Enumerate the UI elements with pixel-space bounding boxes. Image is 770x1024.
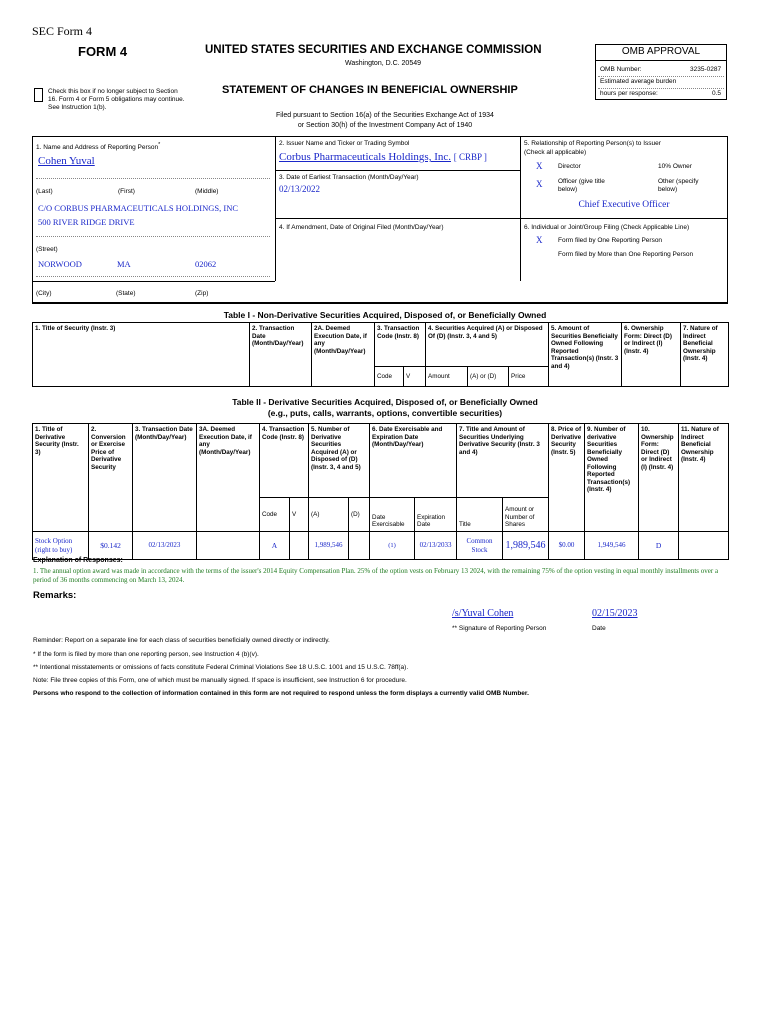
row-date-exercisable (370, 532, 415, 560)
t1-col2-header: 2. Transaction Date (Month/Day/Year) (250, 323, 312, 387)
agency-title: UNITED STATES SECURITIES AND EXCHANGE COMMISSION (205, 44, 542, 56)
t2-col11-header: 11. Nature of Indirect Beneficial Ownership (Instr. 4) (679, 424, 729, 532)
state-value: MA (117, 259, 131, 269)
t2-sub-code: Code (260, 498, 290, 532)
omb-number-value: 3235-0287 (690, 66, 722, 73)
row-ownership-form: D (639, 532, 679, 560)
filed-pursuant-2: or Section 30(h) of the Investment Company Act of 1940 (297, 122, 473, 129)
explanation-text: 1. The annual option award was made in accordance with the terms of the issuer's 2014 Equity Compensation Plan. 25% of the option vests on February 13 2024, with the remaining 75% of the option vesting in equal monthly installments over a period of 36 months commencing on March 13, 2024. (33, 567, 719, 585)
box3-label: 3. Date of Earliest Transaction (Month/Day/Year) (279, 174, 419, 181)
first-label: (First) (118, 188, 135, 195)
t1-sub-price: Price (509, 367, 549, 387)
page-label: SEC Form 4 (32, 24, 93, 38)
ten-pct-owner-label: 10% Owner (658, 163, 692, 170)
reminder-note: Reminder: Report on a separate line for each class of securities beneficially owned directly or indirectly. (33, 637, 330, 644)
reporting-person-name[interactable]: Cohen Yuval (38, 155, 95, 167)
last-label: (Last) (36, 188, 53, 195)
note-copies: Note: File three copies of this Form, one of which must be manually signed. If space is insufficient, see Instruction 6 for procedure. (33, 677, 407, 684)
table2-title-1: Table II - Derivative Securities Acquired, Disposed of, or Beneficially Owned (232, 397, 538, 407)
section16-text: Check this box if no longer subject to Section 16. Form 4 or Form 5 obligations may continue. See Instruction 1(b). (48, 88, 185, 112)
t2-sub-v: V (290, 498, 309, 532)
address-line1: C/O CORBUS PHARMACEUTICALS HOLDINGS, INC (38, 203, 239, 213)
remarks-label: Remarks: (33, 590, 77, 601)
box5-sublabel: (Check all applicable) (524, 149, 587, 156)
box6-label: 6. Individual or Joint/Group Filing (Check Applicable Line) (524, 224, 690, 231)
zip-label: (Zip) (195, 290, 209, 297)
t2-sub-exp: Expiration Date (415, 498, 457, 532)
street-label: (Street) (36, 246, 58, 253)
note-multiple-persons: * If the form is filed by more than one reporting person, see Instruction 4 (b)(v). (33, 651, 259, 658)
one-person-mark[interactable]: X (536, 235, 543, 245)
row-title: Stock Option (right to buy) (33, 532, 89, 560)
issuer-name-link[interactable]: Corbus Pharmaceuticals Holdings, Inc. (279, 151, 451, 163)
t1-col1-header: 1. Title of Security (Instr. 3) (33, 323, 250, 387)
table2-title-2: (e.g., puts, calls, warrants, options, convertible securities) (267, 408, 503, 418)
t2-col4-header: 4. Transaction Code (Instr. 8) (260, 424, 309, 498)
note-omb: Persons who respond to the collection of information contained in this form are not required to respond unless the form displays a currently valid OMB Number. (33, 690, 529, 697)
address-line2: 500 RIVER RIDGE DRIVE (38, 217, 135, 227)
state-label: (State) (116, 290, 136, 297)
middle-label: (Middle) (195, 188, 219, 195)
row-deemed-date (197, 532, 260, 560)
section16-checkbox[interactable] (34, 88, 43, 102)
row-deriv-price: $0.00 (549, 532, 585, 560)
t2-col1-header: 1. Title of Derivative Security (Instr. 3) (33, 424, 89, 532)
row-transaction-date: 02/13/2023 (133, 532, 197, 560)
t1-sub-amount: Amount (426, 367, 468, 387)
t2-sub-a: (A) (309, 498, 349, 532)
t2-col3a-header: 3A. Deemed Execution Date, if any (Month/Day/Year) (197, 424, 260, 532)
row-nature (679, 532, 729, 560)
table1 (32, 322, 729, 387)
row-owned: 1,949,546 (585, 532, 639, 560)
row-underlying-title: Common Stock (457, 532, 503, 560)
row-code: A (260, 532, 290, 560)
t1-sub-v: V (404, 367, 426, 387)
t2-sub-d: (D) (349, 498, 370, 532)
form-title: FORM 4 (78, 44, 128, 59)
officer-mark[interactable]: X (536, 179, 543, 189)
omb-title: OMB APPROVAL (621, 46, 701, 57)
t1-col7-header: 7. Nature of Indirect Beneficial Ownership (Instr. 4) (681, 323, 729, 387)
zip-value: 02062 (195, 259, 217, 269)
t1-col5-header: 5. Amount of Securities Beneficially Owned Following Reported Transaction(s) (Instr. 3 and 4) (549, 323, 622, 387)
ticker: [ CRBP ] (453, 152, 487, 162)
box4-label: 4. If Amendment, Date of Original Filed (Month/Day/Year) (279, 224, 444, 231)
earliest-transaction-date: 02/13/2022 (279, 184, 321, 194)
table2 (32, 423, 729, 560)
more-person-label: Form filed by More than One Reporting Person (558, 251, 694, 258)
row-v (290, 532, 309, 560)
t2-col6-header: 6. Date Exercisable and Expiration Date (Month/Day/Year) (370, 424, 457, 498)
explanation-label: Explanation of Responses: (33, 557, 123, 564)
signature: /s/Yuval Cohen (452, 608, 514, 619)
t2-sub-title: Title (457, 498, 503, 532)
t1-col4-header: 4. Securities Acquired (A) or Disposed Of (D) (Instr. 3, 4 and 5) (426, 323, 549, 367)
signature-label: ** Signature of Reporting Person (452, 625, 547, 632)
t1-sub-aord: (A) or (D) (468, 367, 509, 387)
t2-col3-header: 3. Transaction Date (Month/Day/Year) (133, 424, 197, 532)
omb-number-label: OMB Number: (600, 66, 642, 73)
box2-label: 2. Issuer Name and Ticker or Trading Symbol (279, 140, 410, 147)
table-row (33, 532, 729, 560)
t2-col7-header: 7. Title and Amount of Securities Underlying Derivative Security (Instr. 3 and 4) (457, 424, 549, 498)
t2-col2-header: 2. Conversion or Exercise Price of Derivative Security (89, 424, 133, 532)
row-acquired: 1,989,546 (309, 532, 349, 560)
omb-hours-label: hours per response: (600, 90, 658, 97)
t1-col3-header: 3. Transaction Code (Instr. 8) (375, 323, 426, 367)
omb-hours-value: 0.5 (712, 90, 722, 97)
t1-col2a-header: 2A. Deemed Execution Date, if any (Month/Day/Year) (312, 323, 375, 387)
one-person-label: Form filed by One Reporting Person (558, 237, 663, 244)
t2-col5-header: 5. Number of Derivative Securities Acquired (A) or Disposed of (D) (Instr. 3, 4 and 5) (309, 424, 370, 498)
statement-title: STATEMENT OF CHANGES IN BENEFICIAL OWNERSHIP (222, 84, 518, 96)
note-violations: ** Intentional misstatements or omissions of facts constitute Federal Criminal Violations See 18 U.S.C. 1001 and 15 U.S.C. 78ff(a). (33, 664, 409, 671)
t2-sub-amount: Amount or Number of Shares (503, 498, 549, 532)
footnote-ref[interactable]: (1) (388, 541, 396, 549)
box1-label: 1. Name and Address of Reporting Person* (36, 142, 161, 152)
box5-label: 5. Relationship of Reporting Person(s) to Issuer (524, 140, 661, 147)
t2-col9-header: 9. Number of derivative Securities Beneficially Owned Following Reported Transaction(s) (Instr. 4) (585, 424, 639, 532)
filed-pursuant-1: Filed pursuant to Section 16(a) of the Securities Exchange Act of 1934 (276, 112, 494, 119)
date-label: Date (592, 625, 606, 632)
t2-sub-date-ex: Date Exercisable (370, 498, 415, 532)
omb-burden-label: Estimated average burden (600, 78, 677, 85)
issuer-line (279, 151, 487, 163)
t2-col8-header: 8. Price of Derivative Security (Instr. 5) (549, 424, 585, 532)
t2-col10-header: 10. Ownership Form: Direct (D) or Indirect (I) (Instr. 4) (639, 424, 679, 532)
row-expiration: 02/13/2033 (415, 532, 457, 560)
director-label: Director (558, 163, 581, 170)
city-value: NORWOOD (38, 259, 82, 269)
director-mark[interactable]: X (536, 161, 543, 171)
signature-date: 02/15/2023 (592, 608, 638, 619)
row-exercise-price: $0.142 (89, 532, 133, 560)
t1-col6-header: 6. Ownership Form: Direct (D) or Indirect (I) (Instr. 4) (622, 323, 681, 387)
table1-title: Table I - Non-Derivative Securities Acquired, Disposed of, or Beneficially Owned (223, 310, 547, 320)
t1-sub-code: Code (375, 367, 404, 387)
row-underlying-amount: 1,989,546 (503, 532, 549, 560)
agency-location: Washington, D.C. 20549 (345, 60, 422, 67)
officer-label: Officer (give title below) (558, 178, 605, 193)
city-label: (City) (36, 290, 52, 297)
row-disposed (349, 532, 370, 560)
officer-title: Chief Executive Officer (578, 200, 670, 210)
other-label: Other (specify below) (658, 178, 699, 193)
